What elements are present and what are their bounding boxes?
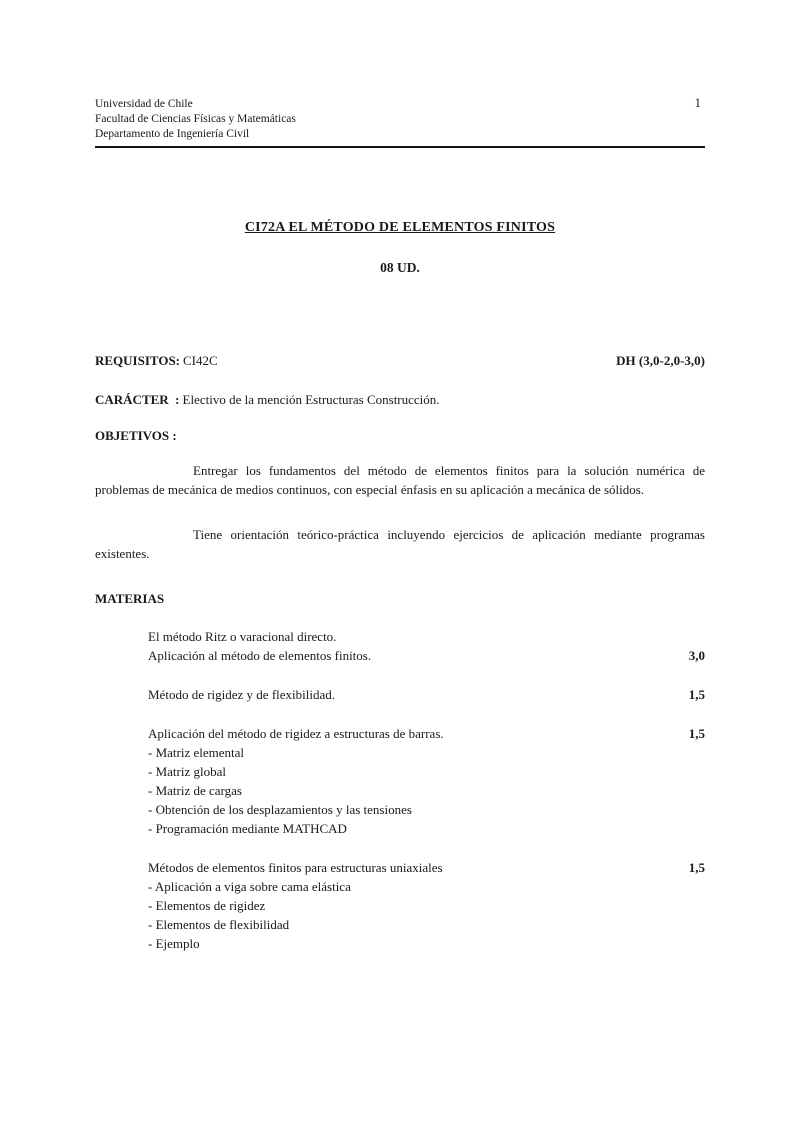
materias-subitem-text: - Matriz elemental (148, 745, 245, 760)
objetivos-paragraph-1: Entregar los fundamentos del método de elementos finitos para la solución numérica de problemas de mecánica de medios continuos, con especial énfasis en su aplicación a mecánica de sólidos. (95, 463, 705, 497)
header-university: Universidad de Chile (95, 98, 193, 110)
course-units: 08 UD. (380, 260, 420, 275)
materias-subitem-text: - Aplicación a viga sobre cama elástica (148, 879, 351, 894)
materias-subitem-text: - Matriz global (148, 764, 226, 779)
materias-subitem (148, 800, 705, 819)
materias-subitem-text: - Matriz de cargas (148, 783, 242, 798)
materias-subitem (148, 781, 705, 800)
materias-subitem (148, 877, 705, 896)
materias-group-1 (148, 627, 705, 665)
materias-group-2 (148, 685, 705, 704)
materias-subitem (148, 743, 705, 762)
materias-item (148, 724, 705, 743)
materias-subitem (148, 915, 705, 934)
hours-value: 1,5 (688, 687, 705, 702)
materias-item-text: Aplicación al método de elementos finitos. (148, 648, 372, 663)
dh-value: DH (3,0-2,0-3,0) (616, 353, 705, 368)
materias-subitem (148, 819, 705, 838)
materias-group-4 (148, 858, 705, 953)
header-department: Departamento de Ingeniería Civil (95, 128, 250, 140)
header-faculty: Facultad de Ciencias Físicas y Matemáticas (95, 113, 296, 125)
hours-value: 1,5 (688, 726, 705, 741)
materias-item-text: Método de rigidez y de flexibilidad. (148, 687, 336, 702)
caracter-row (95, 391, 705, 408)
materias-subitem-text: - Elementos de rigidez (148, 898, 266, 913)
requisitos-label: REQUISITOS: (95, 353, 181, 368)
materias-item-text: Aplicación del método de rigidez a estructuras de barras. (148, 726, 444, 741)
materias-subitem (148, 896, 705, 915)
requisitos-row (95, 352, 705, 369)
course-title: CI72A EL MÉTODO DE ELEMENTOS FINITOS (244, 220, 556, 235)
materias-list (95, 627, 705, 953)
hours-value: 3,0 (688, 648, 705, 663)
materias-item (148, 646, 705, 665)
caracter-label: CARÁCTER : (95, 392, 180, 407)
materias-subitem-text: - Elementos de flexibilidad (148, 917, 290, 932)
materias-item (148, 858, 705, 877)
materias-subitem (148, 934, 705, 953)
materias-subitem-text: - Ejemplo (148, 936, 200, 951)
materias-item (148, 685, 705, 704)
materias-heading: MATERIAS (95, 591, 165, 606)
page-header (95, 97, 705, 148)
materias-group-3 (148, 724, 705, 838)
materias-subitem-text: - Obtención de los desplazamientos y las tensiones (148, 802, 412, 817)
hours-value: 1,5 (688, 860, 705, 875)
materias-item (148, 627, 705, 646)
objetivos-paragraph-2: Tiene orientación teórico-práctica incluyendo ejercicios de aplicación mediante programas existentes. (95, 527, 705, 561)
page-number: 1 (694, 95, 701, 110)
materias-subitem (148, 762, 705, 781)
materias-item-text: Métodos de elementos finitos para estructuras uniaxiales (148, 860, 443, 875)
materias-item-text: El método Ritz o varacional directo. (148, 629, 337, 644)
materias-subitem-text: - Programación mediante MATHCAD (148, 821, 347, 836)
requisitos-left (95, 352, 218, 369)
requisitos-value: CI42C (183, 353, 218, 368)
objetivos-row (95, 427, 705, 444)
caracter-value: Electivo de la mención Estructuras Construcción. (182, 392, 440, 407)
objetivos-label: OBJETIVOS : (95, 428, 177, 443)
